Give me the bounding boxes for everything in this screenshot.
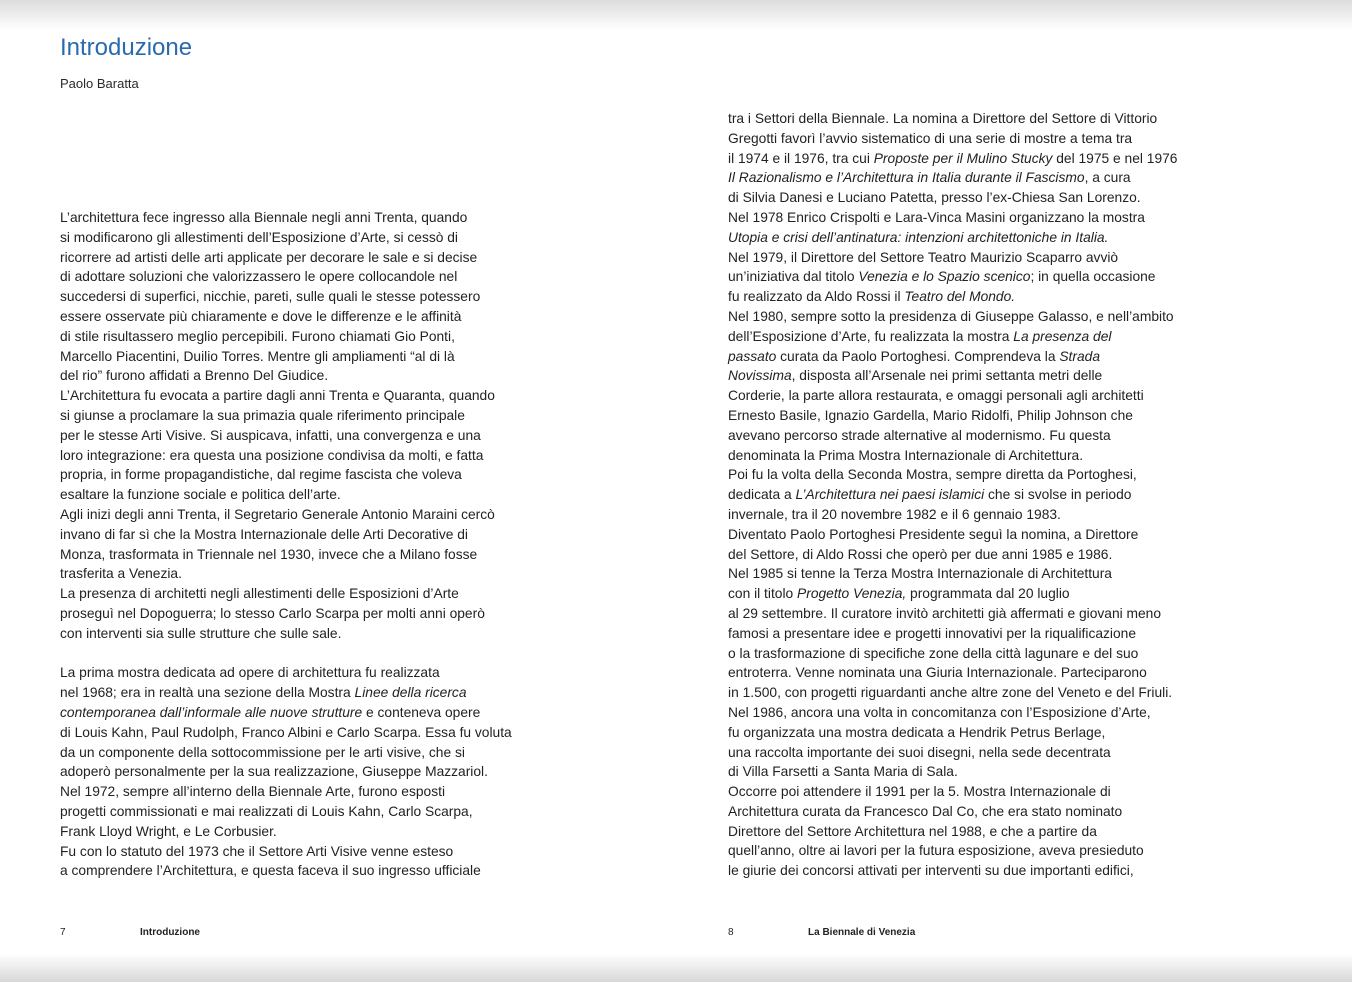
text-line: [728, 267, 1198, 287]
text-line: [60, 861, 530, 881]
text-line: [60, 842, 530, 862]
page-number-left: 7: [60, 927, 66, 938]
italic-title: Proposte per il Mulino Stucky: [873, 150, 1053, 166]
text-run: quell’anno, oltre ai lavori per la futura esposizione, aveva presieduto: [728, 843, 1144, 859]
text-line: [60, 366, 530, 386]
text-line: [60, 822, 530, 842]
text-line: [60, 307, 530, 327]
text-line: [60, 446, 530, 466]
text-line: [60, 545, 530, 565]
italic-title: Venezia e lo Spazio scenico: [858, 269, 1031, 285]
text-line: [728, 743, 1198, 763]
running-title-left: Introduzione: [140, 927, 200, 938]
text-run: adoperò personalmente per la sua realizzazione, Giuseppe Mazzariol.: [60, 764, 488, 780]
text-run: Frank Lloyd Wright, e Le Corbusier.: [60, 823, 277, 839]
text-run: Occorre poi attendere il 1991 per la 5. Mostra Internazionale di: [728, 784, 1111, 800]
text-line: [60, 683, 530, 703]
text-run: Ernesto Basile, Ignazio Gardella, Mario Ridolfi, Philip Johnson che: [728, 407, 1133, 423]
text-run: Diventato Paolo Portoghesi Presidente seguì la nomina, a Direttore: [728, 526, 1139, 542]
running-title-right: La Biennale di Venezia: [808, 927, 916, 938]
text-line: [728, 287, 1198, 307]
page-number-right: 8: [728, 927, 734, 938]
text-line: [60, 604, 530, 624]
italic-title: Utopia e crisi dell’antinatura: intenzioni architettoniche in Italia.: [728, 229, 1109, 245]
text-line: [728, 248, 1198, 268]
text-run: con il titolo: [728, 586, 798, 602]
text-run: a comprendere l’Architettura, e questa faceva il suo ingresso ufficiale: [60, 863, 481, 879]
text-run: Fu con lo statuto del 1973 che il Settore Arti Visive venne esteso: [60, 843, 454, 859]
text-run: del Settore, di Aldo Rossi che operò per due anni 1985 e 1986.: [728, 546, 1113, 562]
text-line: [728, 149, 1198, 169]
italic-title: Linee della ricerca: [354, 685, 467, 701]
text-run: le giurie dei concorsi attivati per interventi su due importanti edifici,: [728, 863, 1134, 879]
text-line: [60, 208, 530, 228]
text-run: in 1.500, con progetti riguardanti anche altre zone del Veneto e del Friuli.: [728, 685, 1173, 701]
text-line: [60, 228, 530, 248]
text-line: [60, 762, 530, 782]
text-run: del 1975 e nel 1976: [1052, 150, 1178, 166]
text-run: o la trasformazione di specifiche zone della città lagunare e del suo: [728, 645, 1139, 661]
text-line: [60, 426, 530, 446]
text-line: [728, 505, 1198, 525]
text-run: essere osservate più chiaramente e dove le differenze e le affinità: [60, 308, 462, 324]
text-run: Marcello Piacentini, Duilio Torres. Mentre gli ampliamenti “al di là: [60, 348, 455, 364]
text-line: [728, 663, 1198, 683]
text-run: proseguì nel Dopoguerra; lo stesso Carlo Scarpa per molti anni operò: [60, 605, 485, 621]
text-run: , disposta all’Arsenale nei primi settanta metri delle: [791, 368, 1103, 384]
paragraph-gap: [60, 644, 530, 664]
text-run: entroterra. Venne nominata una Giuria Internazionale. Parteciparono: [728, 665, 1147, 681]
text-run: fu realizzato da Aldo Rossi il: [728, 289, 905, 305]
text-run: Monza, trasformata in Triennale nel 1930, invece che a Milano fosse: [60, 546, 478, 562]
text-run: esaltare la funzione sociale e politica dell’arte.: [60, 487, 341, 503]
text-line: [728, 782, 1198, 802]
text-line: [60, 703, 530, 723]
text-line: [60, 406, 530, 426]
text-run: L’architettura fece ingresso alla Biennale negli anni Trenta, quando: [60, 210, 468, 225]
text-line: [728, 822, 1198, 842]
text-run: ricorrere ad artisti delle arti applicate per decorare le sale e si decise: [60, 249, 478, 265]
text-run: e conteneva opere: [362, 704, 481, 720]
text-line: [728, 386, 1198, 406]
text-line: [728, 861, 1198, 881]
italic-title: Teatro del Mondo.: [904, 289, 1016, 305]
text-line: [728, 327, 1198, 347]
text-line: [728, 485, 1198, 505]
text-run: un’iniziativa dal titolo: [728, 269, 859, 285]
italic-title: passato: [728, 348, 777, 364]
text-run: denominata la Prima Mostra Internazionale di Architettura.: [728, 447, 1084, 463]
italic-title: L’Architettura nei paesi islamici: [795, 487, 985, 503]
text-run: Corderie, la parte allora restaurata, e omaggi personali agli architetti: [728, 388, 1144, 404]
text-line: [728, 683, 1198, 703]
text-run: di Villa Farsetti a Santa Maria di Sala.: [728, 764, 958, 780]
text-line: [60, 723, 530, 743]
text-line: [60, 624, 530, 644]
text-line: [60, 663, 530, 683]
text-line: [60, 287, 530, 307]
text-line: [60, 267, 530, 287]
text-line: [728, 644, 1198, 664]
text-run: nel 1968; era in realtà una sezione della Mostra: [60, 685, 355, 701]
text-run: La prima mostra dedicata ad opere di architettura fu realizzata: [60, 665, 440, 681]
text-run: progetti commissionati e mai realizzati di Louis Kahn, Carlo Scarpa,: [60, 803, 473, 819]
text-run: Gregotti favorì l’avvio sistematico di una serie di mostre a tema tra: [728, 130, 1133, 146]
text-line: [728, 584, 1198, 604]
text-run: dell’Esposizione d’Arte, fu realizzata la mostra: [728, 328, 1014, 344]
italic-title: Progetto Venezia,: [797, 586, 907, 602]
text-run: di stile risultassero meglio percepibili. Furono chiamati Gio Ponti,: [60, 328, 455, 344]
italic-title: Il Razionalismo e l’Architettura in Italia durante il Fascismo: [728, 170, 1085, 186]
text-line: [728, 347, 1198, 367]
text-run: L’Architettura fu evocata a partire dagli anni Trenta e Quaranta, quando: [60, 388, 495, 404]
text-run: da un componente della sottocommissione per le arti visive, che si: [60, 744, 465, 760]
text-run: di Silvia Danesi e Luciano Patetta, presso l’ex-Chiesa San Lorenzo.: [728, 190, 1141, 206]
text-line: [728, 564, 1198, 584]
text-run: per le stesse Arti Visive. Si auspicava, infatti, una convergenza e una: [60, 427, 481, 443]
text-run: Nel 1985 si tenne la Terza Mostra Internazionale di Architettura: [728, 566, 1112, 582]
text-line: [60, 248, 530, 268]
text-run: Nel 1972, sempre all’interno della Biennale Arte, furono esposti: [60, 784, 446, 800]
text-line: [728, 762, 1198, 782]
text-run: Poi fu la volta della Seconda Mostra, sempre diretta da Portoghesi,: [728, 467, 1137, 483]
text-line: [60, 782, 530, 802]
text-line: [728, 366, 1198, 386]
text-line: [728, 703, 1198, 723]
text-line: [728, 228, 1198, 248]
text-run: propria, in forme propagandistiche, dal regime fascista che voleva: [60, 467, 462, 483]
text-line: [728, 129, 1198, 149]
right-body-text: [728, 109, 1198, 881]
text-run: curata da Paolo Portoghesi. Comprendeva la: [776, 348, 1060, 364]
text-run: del rio” furono affidati a Brenno Del Giudice.: [60, 368, 329, 384]
text-line: [60, 584, 530, 604]
text-line: [60, 564, 530, 584]
text-line: [728, 406, 1198, 426]
text-run: si giunse a proclamare la sua primazia quale riferimento principale: [60, 407, 465, 423]
text-line: [60, 743, 530, 763]
text-line: [60, 347, 530, 367]
text-run: Architettura curata da Francesco Dal Co, che era stato nominato: [728, 803, 1123, 819]
text-run: dedicata a: [728, 487, 796, 503]
italic-title: contemporanea dall’informale alle nuove strutture: [60, 704, 363, 720]
text-run: Nel 1980, sempre sotto la presidenza di Giuseppe Galasso, e nell’ambito: [728, 308, 1174, 324]
text-line: [60, 386, 530, 406]
text-run: che si svolse in periodo: [984, 487, 1132, 503]
text-run: La presenza di architetti negli allestimenti delle Esposizioni d’Arte: [60, 586, 459, 602]
text-run: , a cura: [1084, 170, 1131, 186]
text-run: Nel 1986, ancora una volta in concomitanza con l’Esposizione d’Arte,: [728, 704, 1151, 720]
text-line: [728, 426, 1198, 446]
author-name: Paolo Baratta: [60, 76, 139, 91]
text-line: [60, 485, 530, 505]
text-run: Nel 1978 Enrico Crispolti e Lara-Vinca Masini organizzano la mostra: [728, 209, 1145, 225]
text-run: il 1974 e il 1976, tra cui: [728, 150, 874, 166]
text-line: [728, 545, 1198, 565]
text-run: invano di far sì che la Mostra Internazionale delle Arti Decorative di: [60, 526, 468, 542]
text-run: una raccolta importante dei suoi disegni, nella sede decentrata: [728, 744, 1111, 760]
text-line: [728, 109, 1198, 129]
text-run: succedersi di superfici, nicchie, pareti, sulle quali le stesse potessero: [60, 289, 481, 305]
bottom-edge-shadow: [0, 954, 1352, 982]
text-line: [728, 208, 1198, 228]
text-line: [728, 604, 1198, 624]
text-run: si modificarono gli allestimenti dell’Esposizione d’Arte, si cessò di: [60, 229, 458, 245]
text-run: Agli inizi degli anni Trenta, il Segretario Generale Antonio Maraini cercò: [60, 506, 495, 522]
italic-title: La presenza del: [1013, 328, 1112, 344]
italic-title: Novissima: [728, 368, 792, 384]
text-run: al 29 settembre. Il curatore invitò architetti già affermati e giovani meno: [728, 605, 1162, 621]
text-line: [728, 307, 1198, 327]
text-run: con interventi sia sulle strutture che sulle sale.: [60, 625, 342, 641]
text-run: fu organizzata una mostra dedicata a Hendrik Petrus Berlage,: [728, 724, 1106, 740]
text-line: [728, 841, 1198, 861]
text-run: di Louis Kahn, Paul Rudolph, Franco Albini e Carlo Scarpa. Essa fu voluta: [60, 724, 512, 740]
text-line: [60, 505, 530, 525]
text-run: Direttore del Settore Architettura nel 1988, e che a partire da: [728, 823, 1097, 839]
text-line: [728, 723, 1198, 743]
text-line: [728, 525, 1198, 545]
text-run: programmata dal 20 luglio: [906, 586, 1070, 602]
text-run: di adottare soluzioni che valorizzassero le opere collocandole nel: [60, 269, 458, 285]
text-run: invernale, tra il 20 novembre 1982 e il 6 gennaio 1983.: [728, 506, 1061, 522]
text-line: [728, 446, 1198, 466]
text-run: Nel 1979, il Direttore del Settore Teatro Maurizio Scaparro avviò: [728, 249, 1119, 265]
text-run: famosi a presentare idee e progetti innovativi per la riqualificazione: [728, 625, 1137, 641]
text-line: [728, 188, 1198, 208]
text-line: [60, 465, 530, 485]
left-body-text: [60, 208, 530, 881]
right-page: [676, 0, 1352, 982]
page-title: Introduzione: [60, 34, 193, 61]
text-run: tra i Settori della Biennale. La nomina a Direttore del Settore di Vittorio: [728, 111, 1158, 126]
text-run: loro integrazione: era questa una posizione condivisa da molti, e fatta: [60, 447, 484, 463]
text-line: [60, 327, 530, 347]
text-line: [728, 465, 1198, 485]
text-line: [60, 525, 530, 545]
text-run: trasferita a Venezia.: [60, 566, 182, 582]
text-line: [728, 624, 1198, 644]
text-line: [60, 802, 530, 822]
text-run: ; in quella occasione: [1030, 269, 1156, 285]
italic-title: Strada: [1059, 348, 1100, 364]
text-run: avevano percorso strade alternative al modernismo. Fu questa: [728, 427, 1111, 443]
text-line: [728, 802, 1198, 822]
text-line: [728, 168, 1198, 188]
